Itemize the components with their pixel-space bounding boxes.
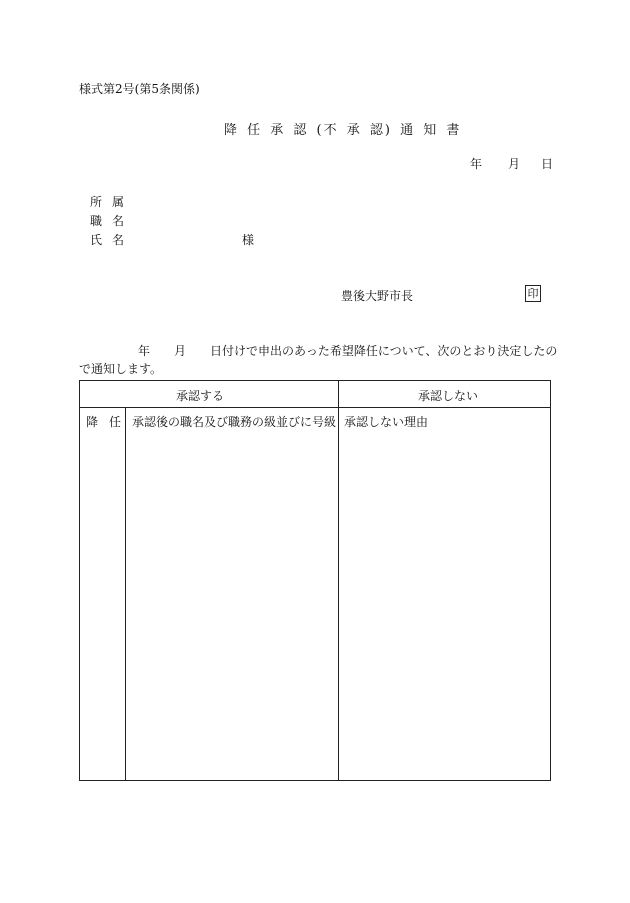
body-text-line2: で通知します。 [79,362,163,376]
date-day-label: 日 [541,157,554,171]
body-text-rest: 日付けで申出のあった希望降任について、次のとおり決定したの [210,344,558,358]
position-label: 職名 [90,214,135,228]
table-label-divider [125,407,126,780]
form-number: 様式第2号(第5条関係) [79,82,200,96]
honorific-sama: 様 [242,233,255,247]
header-disapprove: 承認しない [418,389,479,403]
row-label-demotion: 降任 [86,415,133,429]
table-header-divider [80,407,550,408]
body-month-label: 月 [174,344,187,358]
body-year-label: 年 [138,344,151,358]
body-text-line1 [138,342,557,359]
issuer-name: 豊後大野市長 [341,289,414,303]
date-month-label: 月 [508,157,521,171]
affiliation-label: 所属 [90,195,135,209]
table-column-divider [338,381,339,780]
document-title: 降 任 承 認 (不 承 認) 通 知 書 [224,123,462,138]
seal-mark: 印 [525,285,541,302]
name-label: 氏名 [90,233,135,247]
decision-table [79,380,551,781]
disapprove-reason-field[interactable]: 承認しない理由 [344,415,429,429]
approve-detail-field[interactable]: 承認後の職名及び職務の級並びに号級 [132,415,337,429]
date-year-label: 年 [470,157,483,171]
header-approve: 承認する [176,389,225,403]
